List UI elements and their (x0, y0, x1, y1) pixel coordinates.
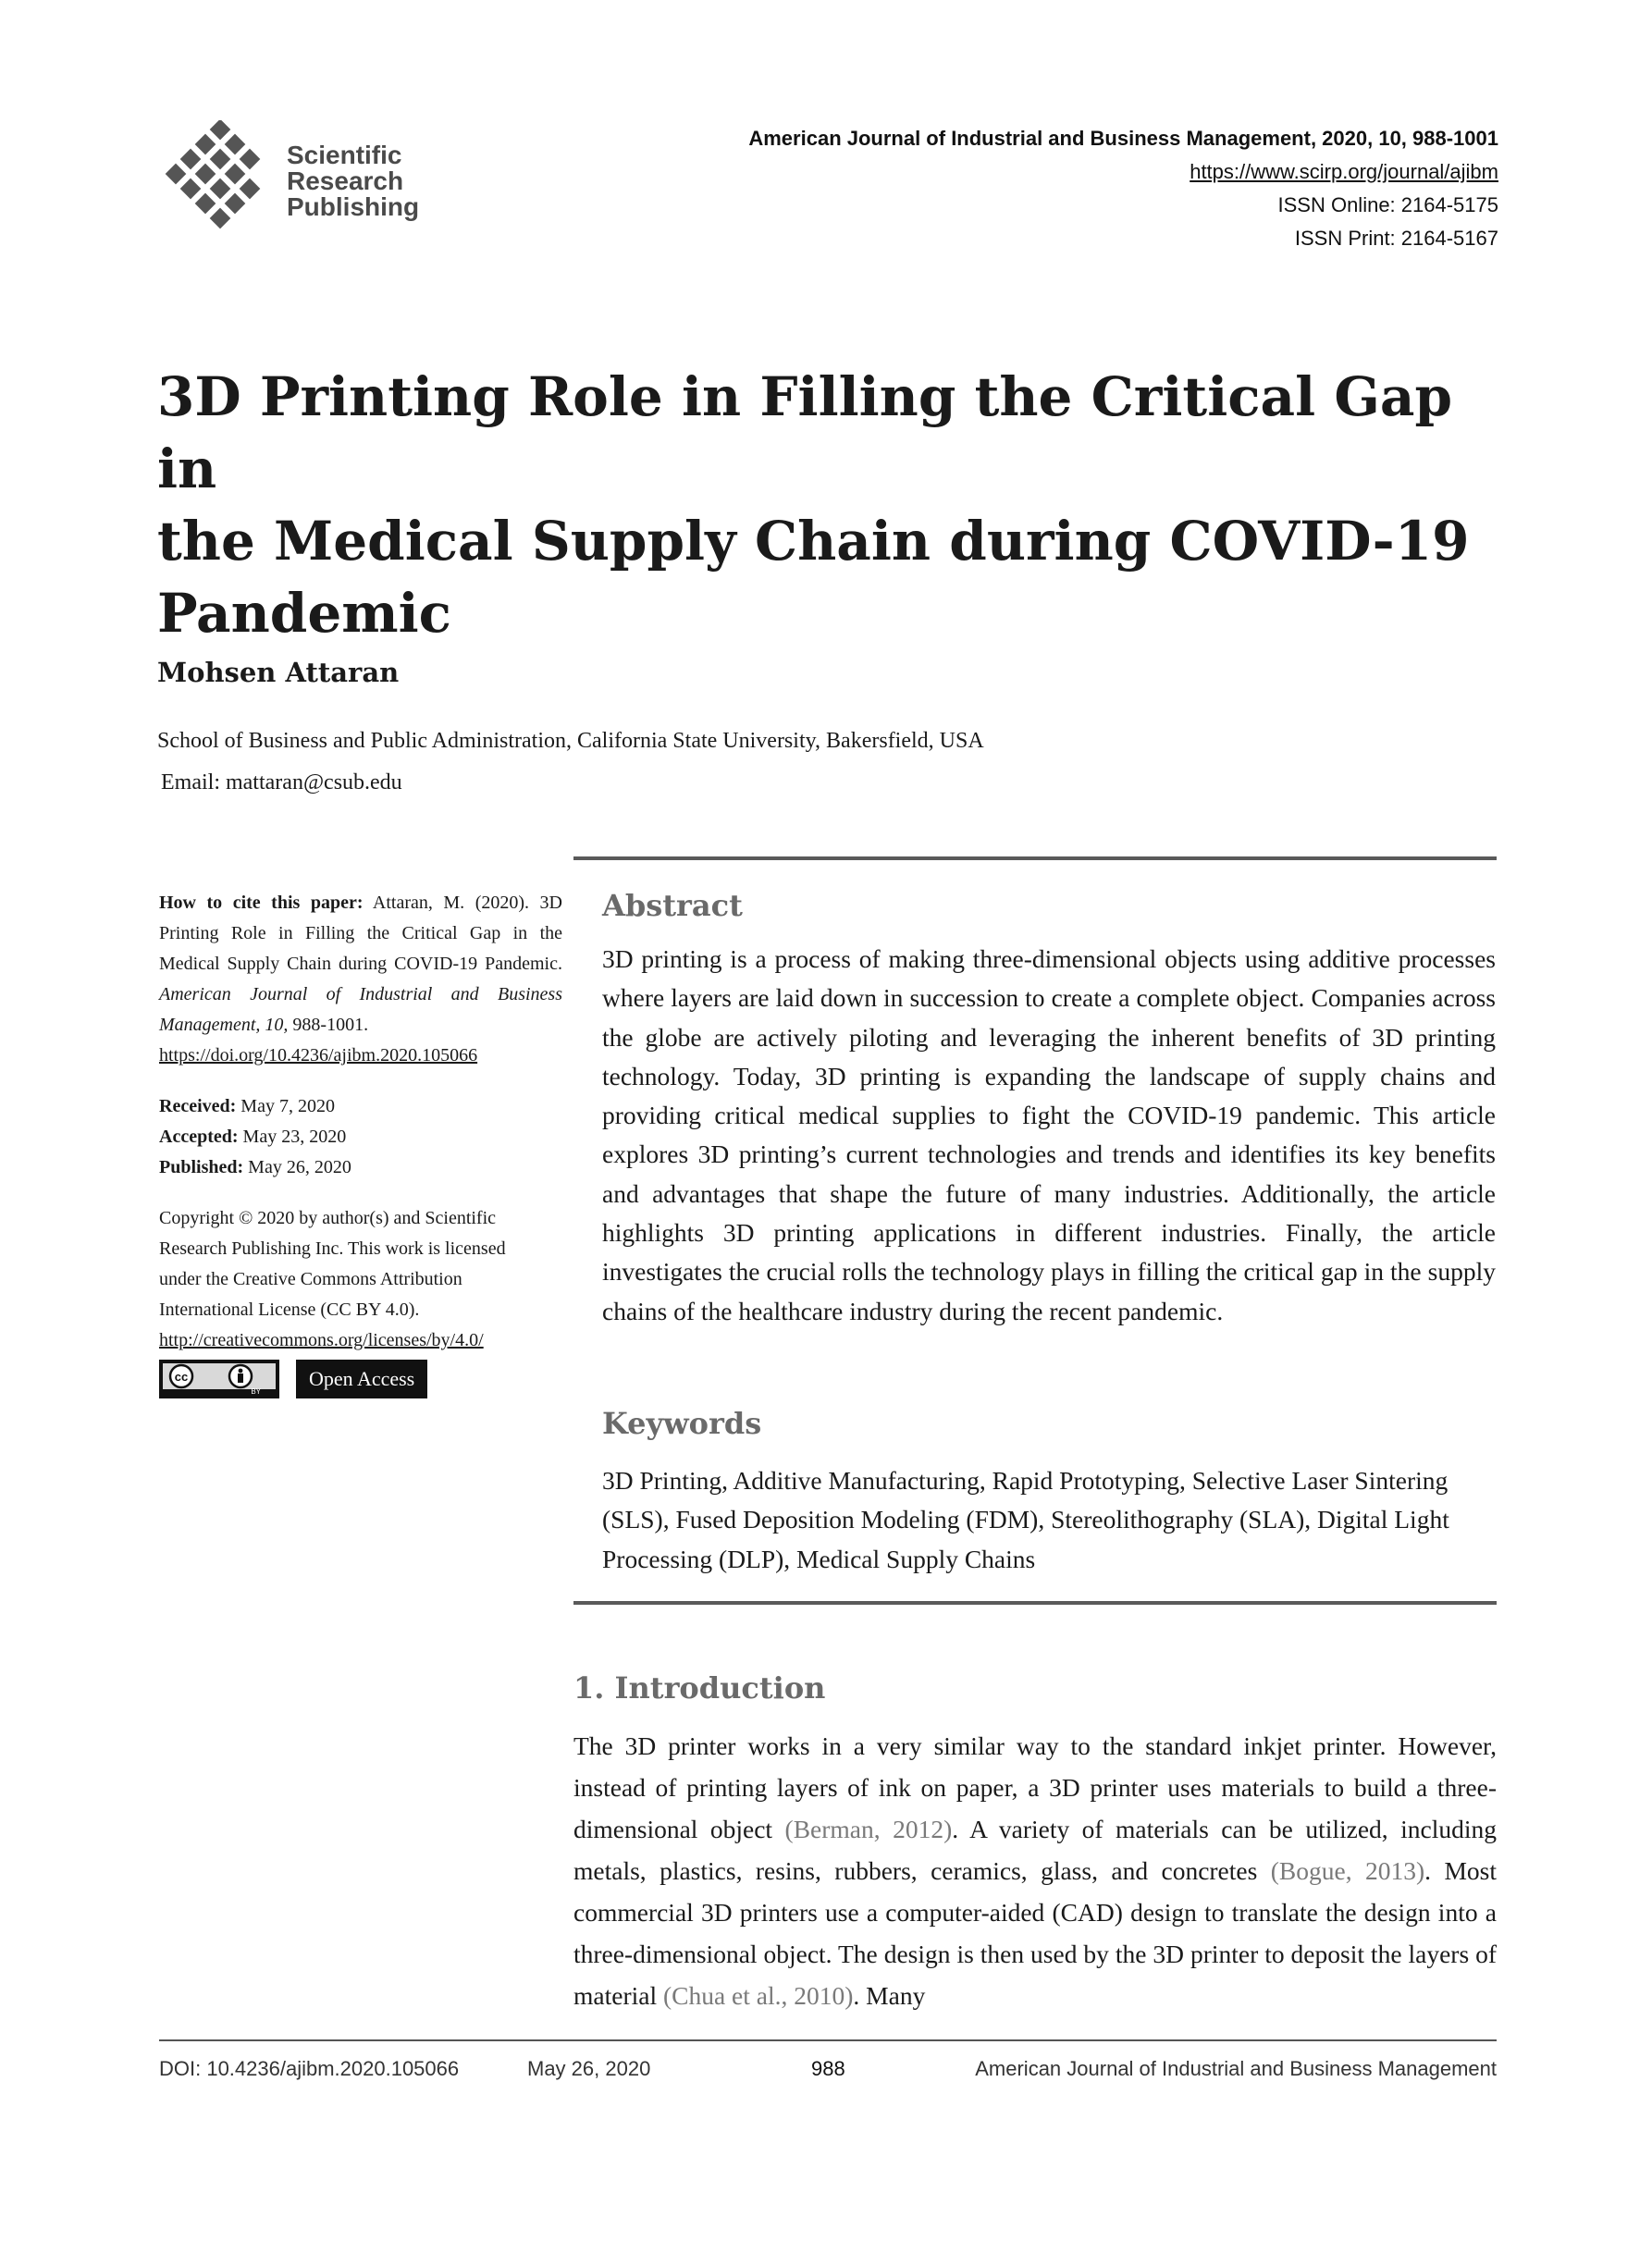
issn-print: ISSN Print: 2164-5167 (1294, 227, 1498, 250)
keywords-bottom-rule (573, 1601, 1497, 1605)
abstract-text: 3D printing is a process of making three-dimensional objects using additive processes where layers are laid down in succession to create a complete object. Companies across the globe are actively piloting and leveraging the inherent benefits of 3D printing technology. Today, 3D printing is expanding the landscape of supply chains and providing critical medical supplies to fight the COVID-19 pandemic. This article explores 3D printing’s current technologies and trends and identifies its key benefits and advantages that shape the future of many industries. Additionally, the article highlights 3D printing applications in different industries. Finally, the article investigates the crucial rolls the technology plays in filling the critical gap in the supply chains of the healthcare industry during the recent pandemic. (602, 944, 1496, 1325)
footer-journal-name: American Journal of Industrial and Business Management (975, 2057, 1497, 2080)
introduction-text (573, 1725, 1497, 2016)
publisher-name (287, 142, 419, 220)
author-name: Mohsen Attaran (157, 657, 400, 688)
reference-link-berman[interactable]: (Berman, 2012) (784, 1815, 953, 1843)
reference-link-chua[interactable]: (Chua et al., 2010) (662, 1981, 854, 2010)
cite-text: Attaran, M. (2020). 3D Printing Role in Filling the Critical Gap in the Medical Supply Chain during COVID-19 Pandemic. (159, 893, 562, 974)
intro-part-4: . Many (853, 1981, 926, 2010)
journal-citation: American Journal of Industrial and Business Management, 2020, 10, 988-1001 (748, 127, 1498, 150)
cite-pages: 988-1001. (292, 1015, 369, 1035)
author-affiliation: School of Business and Public Administration, California State University, Bakersfield, USA (157, 729, 984, 753)
cc-badge-panel (163, 1363, 276, 1389)
abstract-heading: Abstract (602, 888, 743, 923)
issn-online: ISSN Online: 2164-5175 (1277, 193, 1498, 216)
keywords-heading: Keywords (602, 1406, 762, 1441)
reference-link-bogue[interactable]: (Bogue, 2013) (1270, 1856, 1425, 1885)
article-dates (159, 1091, 562, 1183)
footer-rule (159, 2039, 1497, 2041)
author-email: Email: mattaran@csub.edu (161, 770, 402, 795)
license-info (159, 1203, 562, 1356)
paper-title-line-3: Pandemic (157, 582, 451, 645)
license-badges (159, 1360, 562, 1402)
cite-journal: American Journal of Industrial and Business Management, 10, (159, 984, 562, 1035)
abstract-top-rule (573, 856, 1497, 860)
how-to-cite (159, 888, 562, 1071)
footer-date: May 26, 2020 (527, 2057, 651, 2080)
footer-doi: DOI: 10.4236/ajibm.2020.105066 (159, 2057, 460, 2080)
keywords-text: 3D Printing, Additive Manufacturing, Rapid Prototyping, Selective Laser Sintering (SLS), Fused Deposition Modeling (FDM), Stereolithography (SLA), Digital Light Processing (DLP), Medical Supply Chains (602, 1466, 1449, 1573)
publisher-name-line-1: Scientific (287, 141, 402, 169)
accepted-date: May 23, 2020 (242, 1127, 347, 1147)
journal-url-link[interactable]: https://www.scirp.org/journal/ajibm (1190, 160, 1498, 183)
publisher-logo (165, 120, 442, 250)
cite-doi-link[interactable]: https://doi.org/10.4236/ajibm.2020.105066 (159, 1045, 478, 1066)
cc-by-label: BY (251, 1387, 261, 1396)
published-label: Published: (159, 1157, 244, 1177)
publisher-logo-icon (165, 120, 279, 244)
cc-by-icon (163, 1363, 276, 1389)
received-label: Received: (159, 1096, 237, 1116)
journal-header (748, 122, 1498, 255)
open-access-badge[interactable]: Open Access (296, 1360, 427, 1398)
published-date: May 26, 2020 (248, 1157, 351, 1177)
intro-part-1: The 3D printer works in a very similar way to the standard inkjet printer. However, instead of printing layers of ink on paper, a 3D printer uses materials to build a three-dimensional object (573, 1731, 1497, 1843)
copyright-text: Copyright © 2020 by author(s) and Scientific Research Publishing Inc. This work is licensed under the Creative Commons Attribution International License (CC BY 4.0). (159, 1208, 506, 1320)
paper-title (157, 361, 1508, 649)
publisher-name-line-3: Publishing (287, 192, 420, 221)
publisher-name-line-2: Research (287, 166, 404, 195)
cite-label: How to cite this paper: (159, 893, 364, 913)
svg-text:cc: cc (174, 1370, 189, 1384)
article-info-sidebar (159, 888, 562, 1402)
introduction-heading: 1. Introduction (573, 1670, 826, 1706)
accepted-label: Accepted: (159, 1127, 239, 1147)
cc-by-badge[interactable] (159, 1360, 279, 1398)
license-url-link[interactable]: http://creativecommons.org/licenses/by/4.0/ (159, 1330, 484, 1350)
page-number: 988 (811, 2057, 845, 2080)
paper-title-line-1: 3D Printing Role in Filling the Critical Gap in (157, 365, 1453, 500)
paper-title-line-2: the Medical Supply Chain during COVID-19 (157, 510, 1470, 573)
intro-part-3: . Most commercial 3D printers use a computer-aided (CAD) design to translate the design into a three-dimensional object. The design is then used by the 3D printer to deposit the layers of material (573, 1856, 1497, 2010)
received-date: May 7, 2020 (240, 1096, 335, 1116)
intro-part-2: . A variety of materials can be utilized, including metals, plastics, resins, rubbers, ceramics, glass, and concretes (573, 1815, 1497, 1885)
